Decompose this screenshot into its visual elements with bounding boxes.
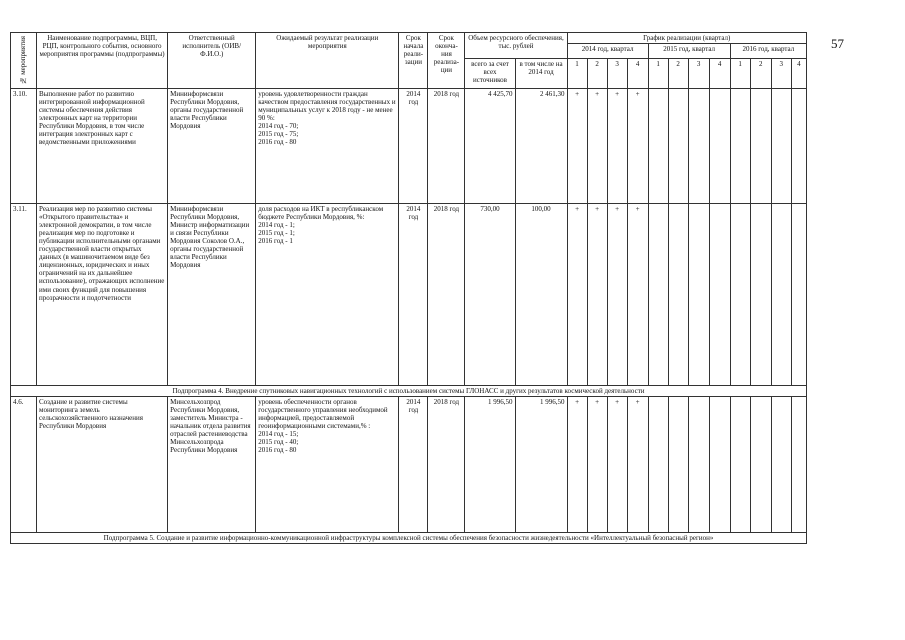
header-result: Ожидаемый результат реализации мероприятия xyxy=(256,33,399,89)
header-name: Наименование подпрограммы, ВЦП, РЦП, контрольного события, основного мероприятия программы (подпрограммы) xyxy=(37,33,168,89)
quarter-mark xyxy=(791,397,806,533)
table-row xyxy=(11,204,807,386)
row-num: 4.6. xyxy=(11,397,37,533)
row-end: 2018 год xyxy=(428,89,465,204)
header-quarter: 1 xyxy=(730,59,750,89)
header-num-label: № мероприятия xyxy=(19,36,28,85)
header-quarter: 2 xyxy=(668,59,688,89)
quarter-mark xyxy=(668,89,688,204)
row-in-2014: 100,00 xyxy=(515,204,567,386)
quarter-mark: + xyxy=(567,397,587,533)
row-num: 3.11. xyxy=(11,204,37,386)
row-end: 2018 год xyxy=(428,204,465,386)
row-result: уровень обеспеченности органов государственного управления необходимой информацией, предоставляемой геоинформационными системами,% : 2014 год - 15; 2015 год - 40; 2016 год - 80 xyxy=(256,397,399,533)
row-total: 4 425,70 xyxy=(465,89,515,204)
row-num: 3.10. xyxy=(11,89,37,204)
quarter-mark: + xyxy=(587,89,607,204)
header-year-2016: 2016 год, квартал xyxy=(730,44,806,59)
quarter-mark xyxy=(771,89,791,204)
header-start: Срок начала реали-зации xyxy=(399,33,428,89)
quarter-mark xyxy=(668,397,688,533)
header-quarter: 4 xyxy=(791,59,806,89)
subprogram-5-heading: Подпрограмма 5. Создание и развитие информационно-коммуникационной инфраструктуры комплексной системы обеспечения безопасности жизнедеятельности «Интеллектуальный безопасный регион» xyxy=(11,533,807,544)
quarter-mark: + xyxy=(627,397,648,533)
row-end: 2018 год xyxy=(428,397,465,533)
quarter-mark: + xyxy=(627,204,648,386)
quarter-mark xyxy=(730,89,750,204)
header-num xyxy=(11,33,37,89)
header-quarter: 3 xyxy=(607,59,627,89)
row-in-2014: 1 996,50 xyxy=(515,397,567,533)
quarter-mark xyxy=(750,204,771,386)
row-total: 730,00 xyxy=(465,204,515,386)
quarter-mark xyxy=(791,204,806,386)
row-start: 2014 год xyxy=(399,397,428,533)
quarter-mark xyxy=(709,397,730,533)
row-name: Создание и развитие системы мониторинга земель сельскохозяйственного назначения Республики Мордовия xyxy=(37,397,168,533)
table-row xyxy=(11,397,807,533)
header-schedule: График реализации (квартал) xyxy=(567,33,806,44)
header-year-2014: 2014 год, квартал xyxy=(567,44,648,59)
row-total: 1 996,50 xyxy=(465,397,515,533)
row-name: Реализация мер по развитию системы «Открытого правительства» и электронной демократии, в том числе реализация мер по подготовке и публикации исполнительными органами государственной власти открытых данных (в машиночитаемом виде без лицензионных, юридических и иных ограничений на их дальнейшее использование), отражающих исполнение ими своих функций для повышения прозрачности и подотчетности xyxy=(37,204,168,386)
row-responsible: Минсельхозпрод Республики Мордовия, заместитель Министра - начальник отдела развития отраслей растениеводства Минсельхозпрода Республики Мордовия xyxy=(168,397,256,533)
quarter-mark xyxy=(730,397,750,533)
quarter-mark xyxy=(750,397,771,533)
quarter-mark xyxy=(791,89,806,204)
header-responsible: Ответственный исполнитель (ОИВ/ Ф.И.О.) xyxy=(168,33,256,89)
quarter-mark xyxy=(709,89,730,204)
quarter-mark: + xyxy=(587,397,607,533)
header-total: всего за счет всех источников xyxy=(465,59,515,89)
quarter-mark xyxy=(648,89,668,204)
header-quarter: 4 xyxy=(627,59,648,89)
quarter-mark xyxy=(648,397,668,533)
quarter-mark xyxy=(771,204,791,386)
quarter-mark: + xyxy=(607,89,627,204)
page-number: 57 xyxy=(831,36,844,51)
header-quarter: 3 xyxy=(771,59,791,89)
quarter-mark: + xyxy=(627,89,648,204)
header-quarter: 4 xyxy=(709,59,730,89)
quarter-mark xyxy=(688,89,709,204)
implementation-schedule-table xyxy=(10,32,807,544)
quarter-mark xyxy=(668,204,688,386)
quarter-mark xyxy=(688,397,709,533)
header-year-2015: 2015 год, квартал xyxy=(648,44,730,59)
quarter-mark xyxy=(648,204,668,386)
quarter-mark xyxy=(750,89,771,204)
quarter-mark: + xyxy=(567,89,587,204)
quarter-mark xyxy=(730,204,750,386)
row-result: доля расходов на ИКТ в республиканском бюджете Республики Мордовия, %: 2014 год - 1; 2015 год - 1; 2016 год - 1 xyxy=(256,204,399,386)
subprogram-4-heading: Подпрограмма 4. Внедрение спутниковых навигационных технологий с использованием системы ГЛОНАСС и других результатов космической деятельности xyxy=(11,386,807,397)
row-start: 2014 год xyxy=(399,89,428,204)
quarter-mark xyxy=(771,397,791,533)
quarter-mark xyxy=(688,204,709,386)
row-start: 2014 год xyxy=(399,204,428,386)
header-funding: Объем ресурсного обеспечения, тыс. рублей xyxy=(465,33,567,59)
quarter-mark: + xyxy=(607,204,627,386)
header-quarter: 1 xyxy=(567,59,587,89)
header-quarter: 2 xyxy=(587,59,607,89)
row-in-2014: 2 461,30 xyxy=(515,89,567,204)
quarter-mark: + xyxy=(607,397,627,533)
header-quarter: 3 xyxy=(688,59,709,89)
quarter-mark: + xyxy=(587,204,607,386)
quarter-mark xyxy=(709,204,730,386)
table-row xyxy=(11,89,807,204)
header-quarter: 2 xyxy=(750,59,771,89)
header-end: Срок оконча-ния реализа-ции xyxy=(428,33,465,89)
row-responsible: Мининформсвязи Республики Мордовия, органы государственной власти Республики Мордовия xyxy=(168,89,256,204)
quarter-mark: + xyxy=(567,204,587,386)
row-name: Выполнение работ по развитию интегрированной информационной системы обеспечения действия электронных карт на территории Республики Мордовия, в том числе интеграция электронных карт с ведомственными приложениями xyxy=(37,89,168,204)
row-responsible: Мининформсвязи Республики Мордовия, Министр информатизации и связи Республики Мордовия Соколов О.А., органы государственной власти Республики Мордовия xyxy=(168,204,256,386)
header-in-2014: в том числе на 2014 год xyxy=(515,59,567,89)
header-quarter: 1 xyxy=(648,59,668,89)
row-result: уровень удовлетворенности граждан качеством предоставления государственных и муниципальных услуг к 2018 году - не менее 90 %: 2014 год - 70; 2015 год - 75; 2016 год - 80 xyxy=(256,89,399,204)
